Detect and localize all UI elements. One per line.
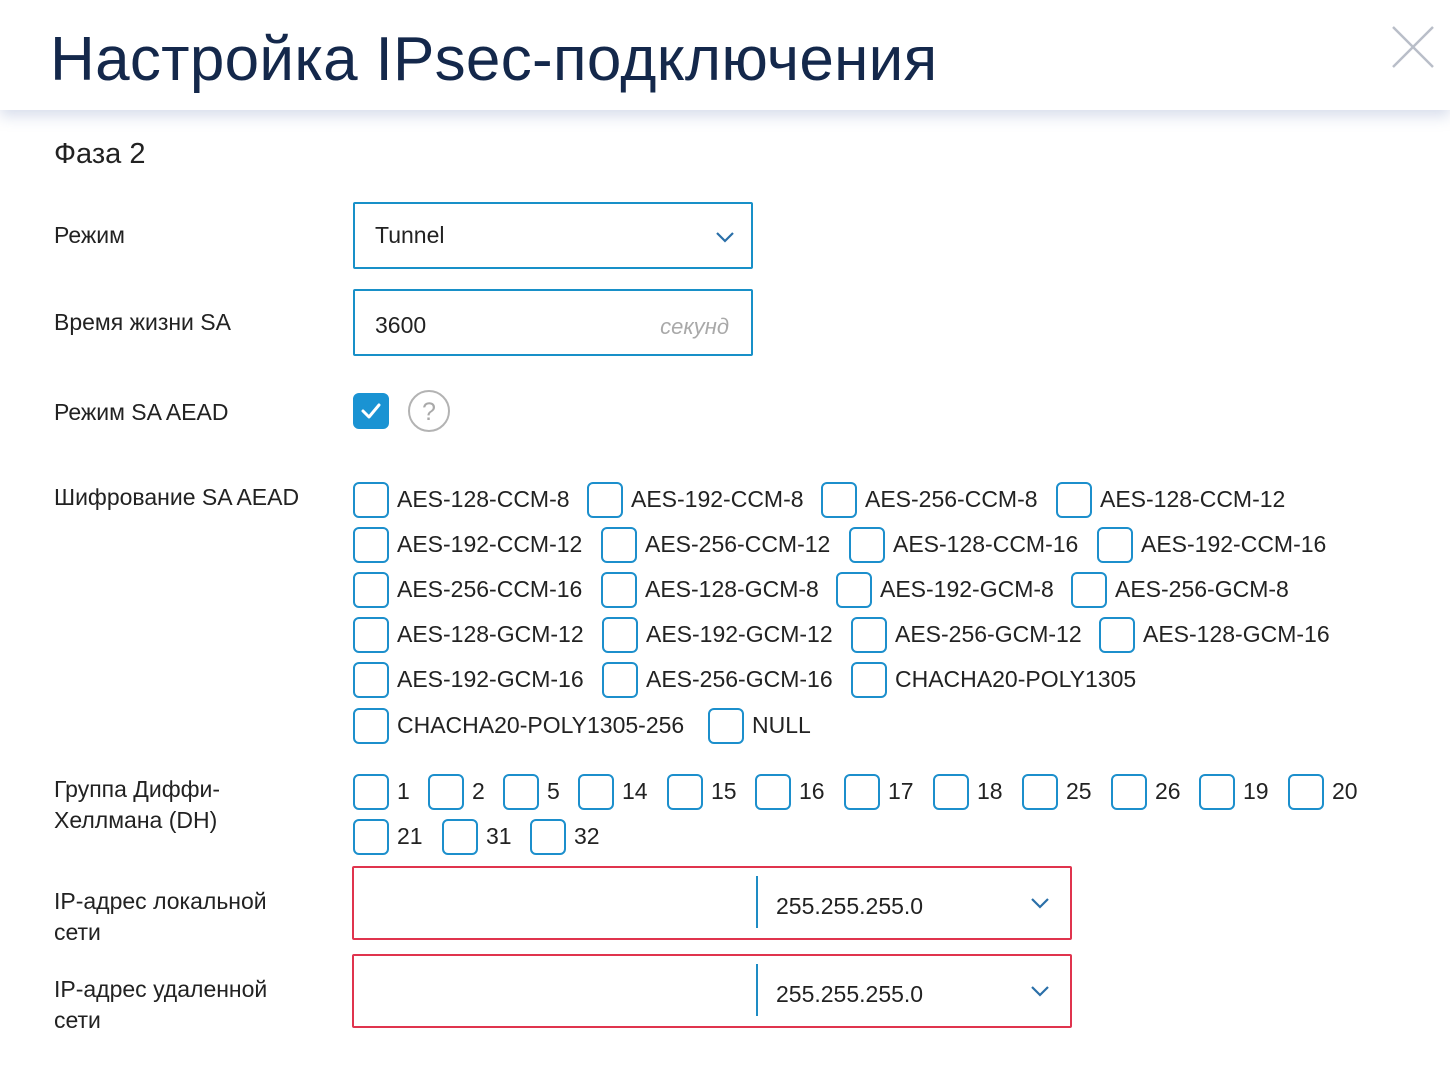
sa-lifetime-label: Время жизни SA [54, 309, 231, 335]
dh-option-checkbox[interactable] [667, 774, 703, 810]
remote-network-mask-value: 255.255.255.0 [776, 981, 924, 1007]
aead-option-label[interactable]: AES-256-CCM-12 [645, 531, 831, 557]
sa-lifetime-unit: секунд [660, 314, 729, 339]
dh-option-checkbox[interactable] [442, 819, 478, 855]
aead-option-label[interactable]: AES-192-CCM-16 [1141, 531, 1327, 557]
chevron-down-icon [715, 231, 735, 243]
aead-option-label[interactable]: AES-128-GCM-16 [1143, 621, 1330, 647]
aead-option-label[interactable]: AES-128-CCM-16 [893, 531, 1079, 557]
dh-option-label[interactable]: 2 [472, 778, 485, 804]
aead-option-checkbox[interactable] [851, 617, 887, 653]
aead-option-label[interactable]: AES-256-CCM-8 [865, 486, 1038, 512]
remote-network-ip-input[interactable] [354, 956, 754, 1026]
aead-option-checkbox[interactable] [1071, 572, 1107, 608]
aead-option-label[interactable]: AES-192-GCM-12 [646, 621, 833, 647]
aead-option-checkbox[interactable] [821, 482, 857, 518]
sa-aead-mode-label: Режим SA AEAD [54, 399, 229, 425]
local-network-label-line1: IP-адрес локальной [54, 888, 267, 914]
dialog-title: Настройка IPsec-подключения [50, 25, 938, 94]
question-circle-icon[interactable] [407, 389, 451, 433]
remote-network-mask-select[interactable] [758, 956, 1070, 1026]
dh-option-label[interactable]: 14 [622, 778, 648, 804]
aead-option-label[interactable]: CHACHA20-POLY1305 [895, 666, 1137, 692]
dh-option-checkbox[interactable] [755, 774, 791, 810]
mode-select[interactable] [353, 202, 753, 269]
aead-option-checkbox[interactable] [353, 527, 389, 563]
aead-option-label[interactable]: AES-192-CCM-12 [397, 531, 583, 557]
aead-option-checkbox[interactable] [849, 527, 885, 563]
aead-option-checkbox[interactable] [602, 617, 638, 653]
aead-option-label[interactable]: AES-192-CCM-8 [631, 486, 804, 512]
aead-option-checkbox[interactable] [602, 662, 638, 698]
checkmark-icon [355, 395, 387, 427]
dh-option-label[interactable]: 25 [1066, 778, 1092, 804]
aead-option-label[interactable]: AES-256-CCM-16 [397, 576, 583, 602]
aead-option-checkbox[interactable] [353, 617, 389, 653]
aead-option-checkbox[interactable] [353, 708, 389, 744]
dh-option-checkbox[interactable] [578, 774, 614, 810]
aead-option-checkbox[interactable] [1056, 482, 1092, 518]
aead-option-label[interactable]: AES-256-GCM-12 [895, 621, 1082, 647]
dh-option-label[interactable]: 21 [397, 823, 423, 849]
dialog-header [0, 0, 1450, 110]
dh-option-checkbox[interactable] [503, 774, 539, 810]
aead-option-checkbox[interactable] [1097, 527, 1133, 563]
sa-lifetime-value: 3600 [375, 312, 427, 338]
sa-lifetime-input[interactable] [353, 289, 753, 356]
dh-group-label-line1: Группа Диффи- [54, 776, 221, 802]
aead-option-label[interactable]: NULL [752, 712, 811, 738]
remote-network-label-line1: IP-адрес удаленной [54, 976, 268, 1002]
local-network-mask-select[interactable] [758, 868, 1070, 938]
dh-option-label[interactable]: 31 [486, 823, 512, 849]
dh-option-label[interactable]: 15 [711, 778, 737, 804]
dh-option-label[interactable]: 18 [977, 778, 1003, 804]
dh-option-label[interactable]: 17 [888, 778, 914, 804]
dh-option-label[interactable]: 26 [1155, 778, 1181, 804]
chevron-down-icon [1030, 897, 1050, 909]
dh-option-checkbox[interactable] [428, 774, 464, 810]
dh-option-checkbox[interactable] [353, 819, 389, 855]
aead-option-checkbox[interactable] [353, 662, 389, 698]
dh-option-label[interactable]: 20 [1332, 778, 1358, 804]
dh-option-label[interactable]: 19 [1243, 778, 1269, 804]
dh-option-label[interactable]: 16 [799, 778, 825, 804]
dh-option-checkbox[interactable] [1288, 774, 1324, 810]
aead-option-checkbox[interactable] [851, 662, 887, 698]
aead-option-checkbox[interactable] [708, 708, 744, 744]
dh-option-label[interactable]: 32 [574, 823, 600, 849]
aead-option-checkbox[interactable] [1099, 617, 1135, 653]
aead-option-checkbox[interactable] [353, 482, 389, 518]
dh-option-checkbox[interactable] [1111, 774, 1147, 810]
aead-option-label[interactable]: AES-128-GCM-12 [397, 621, 584, 647]
local-network-field [352, 866, 1072, 940]
aead-option-label[interactable]: AES-256-GCM-8 [1115, 576, 1289, 602]
local-network-ip-input[interactable] [354, 868, 754, 938]
aead-option-checkbox[interactable] [587, 482, 623, 518]
aead-option-label[interactable]: AES-192-GCM-8 [880, 576, 1054, 602]
svg-text:?: ? [422, 398, 436, 426]
aead-option-label[interactable]: AES-192-GCM-16 [397, 666, 584, 692]
close-icon[interactable] [1390, 24, 1436, 70]
remote-network-field [352, 954, 1072, 1028]
remote-network-label-line2: сети [54, 1007, 101, 1033]
dh-option-checkbox[interactable] [844, 774, 880, 810]
dh-option-checkbox[interactable] [530, 819, 566, 855]
dh-option-checkbox[interactable] [1022, 774, 1058, 810]
dh-option-checkbox[interactable] [353, 774, 389, 810]
section-title-phase2: Фаза 2 [54, 138, 146, 170]
aead-option-label[interactable]: AES-128-CCM-8 [397, 486, 570, 512]
sa-aead-mode-checkbox[interactable] [353, 393, 389, 429]
dh-option-checkbox[interactable] [933, 774, 969, 810]
dh-option-label[interactable]: 5 [547, 778, 560, 804]
aead-option-checkbox[interactable] [836, 572, 872, 608]
mode-select-value: Tunnel [375, 222, 445, 248]
local-network-mask-value: 255.255.255.0 [776, 893, 924, 919]
local-network-label-line2: сети [54, 919, 101, 945]
aead-option-label[interactable]: AES-128-CCM-12 [1100, 486, 1286, 512]
aead-option-label[interactable]: CHACHA20-POLY1305-256 [397, 712, 685, 738]
dh-option-checkbox[interactable] [1199, 774, 1235, 810]
aead-option-label[interactable]: AES-128-GCM-8 [645, 576, 819, 602]
aead-option-checkbox[interactable] [601, 572, 637, 608]
chevron-down-icon [1030, 985, 1050, 997]
aead-option-checkbox[interactable] [601, 527, 637, 563]
aead-option-checkbox[interactable] [353, 572, 389, 608]
mode-label: Режим [54, 222, 125, 248]
dh-option-label[interactable]: 1 [397, 778, 410, 804]
dh-group-label-line2: Хеллмана (DH) [54, 807, 218, 833]
sa-aead-encryption-label: Шифрование SA AEAD [54, 484, 300, 510]
aead-option-label[interactable]: AES-256-GCM-16 [646, 666, 833, 692]
